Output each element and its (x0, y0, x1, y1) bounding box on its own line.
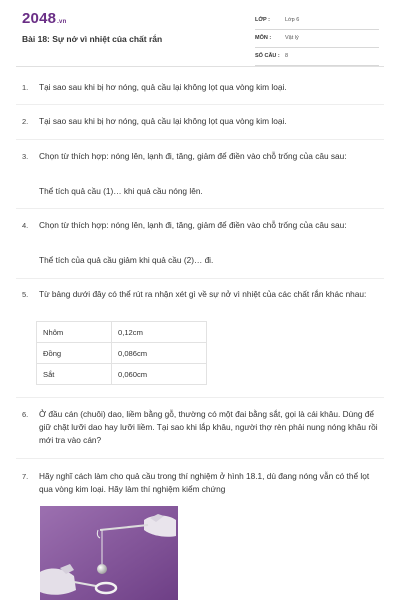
question-divider (16, 139, 384, 140)
table-row (37, 364, 207, 385)
question-text: Tại sao sau khi bị hơ nóng, quả cầu lại không lọt qua vòng kim loại. (39, 116, 287, 126)
meta-info (255, 14, 379, 68)
header-divider (16, 66, 384, 67)
question-number: 1. (22, 83, 29, 92)
meta-label: MÔN : (255, 35, 272, 41)
question-divider (16, 278, 384, 279)
table-cell-material: Nhôm (37, 322, 112, 343)
question-text: Ở đầu cán (chuôi) dao, liềm bằng gỗ, thường có một đai bằng sắt, gọi là cái khâu. Dùng để giữ chặt lưỡi dao hay lưỡi liềm. Tại sao khi lắp khâu, người thợ rèn phải nung nóng khâu rồi mới tra vào cán? (39, 409, 378, 445)
meta-label: LỚP : (255, 17, 270, 23)
table-cell-value: 0,12cm (112, 322, 207, 343)
table-cell-value: 0,060cm (112, 364, 207, 385)
question-number: 7. (22, 472, 29, 481)
metal-ball-shape (97, 564, 107, 574)
question-number: 5. (22, 290, 29, 299)
question-divider (16, 208, 384, 209)
logo-text: 2048 (22, 10, 57, 27)
meta-value: 8 (285, 53, 289, 59)
experiment-illustration (40, 506, 178, 600)
meta-row-class (255, 14, 379, 30)
question-number: 6. (22, 410, 29, 419)
question-fill-sentence: Thể tích của quả cầu giảm khi quả cầu (2)… đi. (39, 255, 214, 265)
question-text: Từ bảng dưới đây có thể rút ra nhận xét gì về sự nở vì nhiệt của các chất rắn khác nhau: (39, 289, 367, 299)
site-logo[interactable] (22, 10, 66, 27)
question-number: 2. (22, 117, 29, 126)
logo-suffix: .vn (57, 19, 67, 25)
question-divider (16, 397, 384, 398)
question-fill-sentence: Thể tích quả cầu (1)… khi quả cầu nóng lên. (39, 186, 203, 196)
question-divider (16, 104, 384, 105)
meta-row-question-count (255, 50, 379, 66)
question-text: Hãy nghĩ cách làm cho quả cầu trong thí nghiệm ở hình 18.1, dù đang nóng vẫn có thể lọt qua vòng kim loại. Hãy làm thí nghiệm kiểm chứng (39, 471, 370, 494)
table-cell-material: Sắt (37, 364, 112, 385)
worksheet-header (0, 0, 400, 66)
question-text: Tại sao sau khi bị hơ nóng, quả cầu lại không lọt qua vòng kim loại. (39, 82, 287, 92)
lesson-title: Bài 18: Sự nở vì nhiệt của chất rắn (22, 34, 163, 44)
expansion-table (36, 321, 207, 385)
meta-value: Vật lý (285, 35, 299, 41)
meta-value: Lớp 6 (285, 17, 300, 23)
ball-ring-experiment-image (40, 506, 178, 600)
table-cell-value: 0,086cm (112, 343, 207, 364)
meta-row-subject (255, 32, 379, 48)
table-row (37, 322, 207, 343)
table-row (37, 343, 207, 364)
question-text: Chọn từ thích hợp: nóng lên, lạnh đi, tăng, giảm để điền vào chỗ trống của câu sau: (39, 220, 347, 230)
question-number: 4. (22, 221, 29, 230)
question-number: 3. (22, 152, 29, 161)
table-cell-material: Đồng (37, 343, 112, 364)
meta-label: SỐ CÂU : (255, 53, 280, 59)
question-divider (16, 458, 384, 459)
question-text: Chọn từ thích hợp: nóng lên, lạnh đi, tăng, giảm để điền vào chỗ trống của câu sau: (39, 151, 347, 161)
